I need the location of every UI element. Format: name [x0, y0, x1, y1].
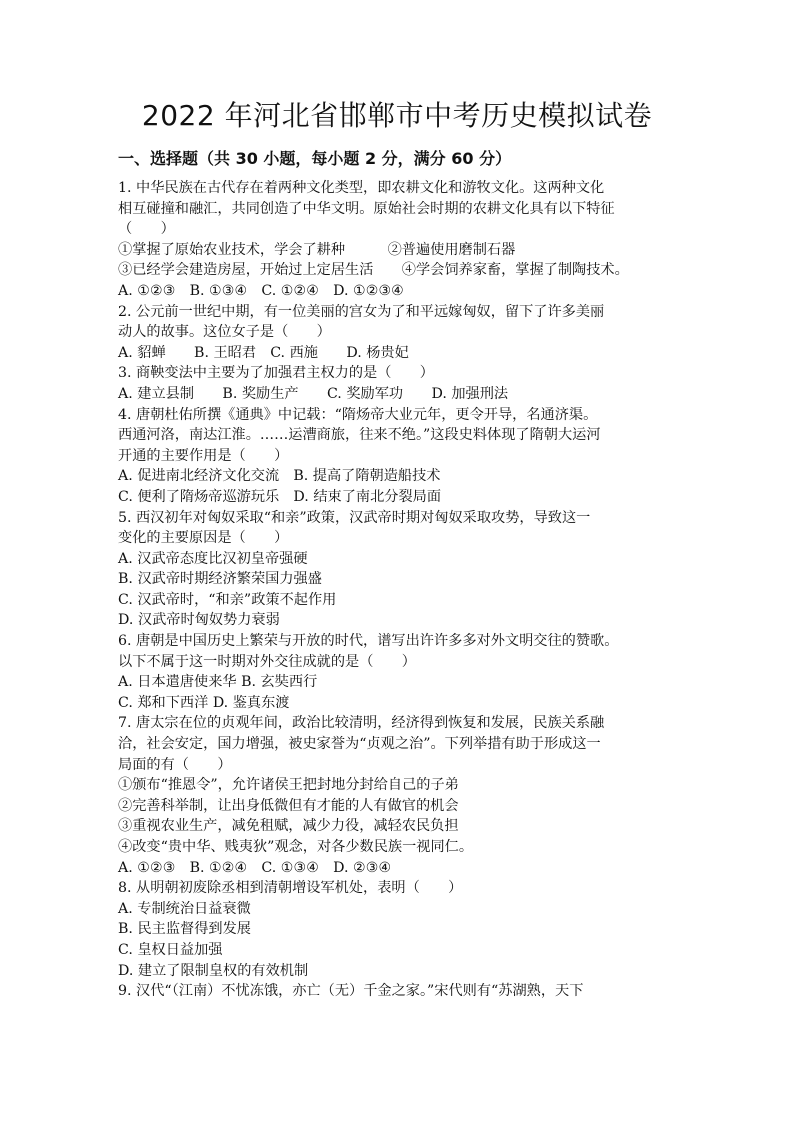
text-line: 相互碰撞和融汇，共同创造了中华文明。原始社会时期的农耕文化具有以下特征	[118, 200, 615, 217]
text-line: 8. 从明朝初废除丞相到清朝增设军机处，表明（ ）	[118, 880, 463, 897]
text-line: 动人的故事。这位女子是（ ）	[118, 324, 331, 341]
text-line: A. ①②③ B. ①②④ C. ①③④ D. ②③④	[118, 859, 392, 876]
text-line: （ ）	[118, 221, 175, 238]
text-line: ③重视农业生产，减免租赋，减少力役，减轻农民负担	[118, 818, 459, 835]
text-line: 变化的主要原因是（ ）	[118, 530, 289, 547]
text-line: 开通的主要作用是（ ）	[118, 447, 289, 464]
text-line: ①掌握了原始农业技术，学会了耕种 ②普遍使用磨制石器	[118, 241, 516, 258]
text-line: 3. 商鞅变法中主要为了加强君主权力的是（ ）	[118, 365, 434, 382]
text-line: A. ①②③ B. ①③④ C. ①②④ D. ①②③④	[118, 282, 404, 299]
text-line: B. 汉武帝时期经济繁荣国力强盛	[118, 571, 322, 588]
text-line: 6. 唐朝是中国历史上繁荣与开放的时代，谱写出许许多多对外文明交往的赞歌。	[118, 633, 619, 650]
text-line: A. 汉武帝态度比汉初皇帝强硬	[118, 550, 308, 567]
text-line: A. 日本遣唐使来华 B. 玄奘西行	[118, 674, 318, 691]
text-line: C. 便利了隋炀帝巡游玩乐 D. 结束了南北分裂局面	[118, 488, 442, 505]
text-line: C. 汉武帝时，“和亲”政策不起作用	[118, 591, 337, 608]
question-body	[118, 178, 688, 1002]
text-line: 局面的有（ ）	[118, 756, 232, 773]
text-line: 以下不属于这一时期对外交往成就的是（ ）	[118, 653, 416, 670]
section-heading: 一、选择题（共 30 小题，每小题 2 分，满分 60 分）	[118, 149, 512, 168]
text-line: B. 民主监督得到发展	[118, 921, 251, 938]
text-line: A. 貂蝉 B. 王昭君 C. 西施 D. 杨贵妃	[118, 344, 409, 361]
text-line: 7. 唐太宗在位的贞观年间，政治比较清明，经济得到恢复和发展，民族关系融	[118, 715, 605, 732]
text-line: D. 汉武帝时匈奴势力衰弱	[118, 612, 280, 629]
text-line: C. 郑和下西洋 D. 鉴真东渡	[118, 694, 290, 711]
text-line: 1. 中华民族在古代存在着两种文化类型，即农耕文化和游牧文化。这两种文化	[118, 180, 605, 196]
text-line: 4. 唐朝杜佑所撰《通典》中记载：“隋炀帝大业元年，更令开导，名通济渠。	[118, 406, 598, 423]
text-line: ③已经学会建造房屋，开始过上定居生活 ④学会饲养家畜，掌握了制陶技术。	[118, 262, 629, 279]
text-line: C. 皇权日益加强	[118, 941, 223, 958]
exam-title: 2022 年河北省邯郸市中考历史模拟试卷	[141, 99, 653, 132]
text-line: A. 专制统治日益衰微	[118, 900, 251, 917]
text-line: D. 建立了限制皇权的有效机制	[118, 962, 309, 979]
text-line: 西通河洛，南达江淮。……运漕商旅，往来不绝。”这段史料体现了隋朝大运河	[118, 427, 601, 444]
text-line: 2. 公元前一世纪中期，有一位美丽的宫女为了和平远嫁匈奴，留下了许多美丽	[118, 303, 605, 320]
text-line: ①颁布“推恩令”，允许诸侯王把封地分封给自己的子弟	[118, 777, 459, 794]
text-line: A. 促进南北经济文化交流 B. 提高了隋朝造船技术	[118, 468, 441, 485]
text-line: ②完善科举制，让出身低微但有才能的人有做官的机会	[118, 797, 459, 814]
text-line: 洽，社会安定，国力增强，被史家誉为“贞观之治”。下列举措有助于形成这一	[118, 736, 601, 753]
text-line: ④改变“贵中华、贱夷狄”观念，对各少数民族一视同仁。	[118, 839, 474, 855]
text-line: 5. 西汉初年对匈奴采取“和亲”政策，汉武帝时期对匈奴采取攻势，导致这一	[118, 509, 591, 526]
text-line: 9. 汉代“（江南）不忧冻饿，亦亡（无）千金之家。”宋代则有“苏湖熟，天下	[118, 983, 584, 1000]
text-line: A. 建立县制 B. 奖励生产 C. 奖励军功 D. 加强刑法	[118, 385, 509, 402]
